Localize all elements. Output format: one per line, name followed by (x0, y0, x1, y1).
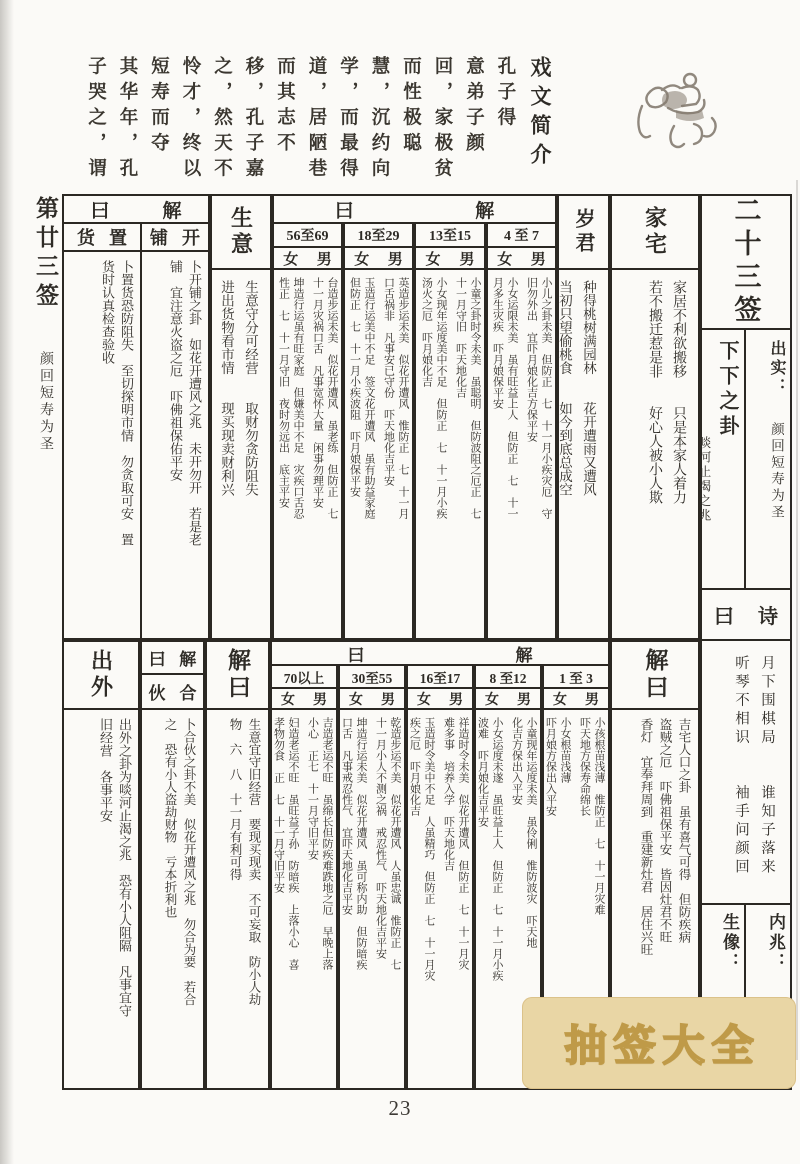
gender-row: 女 男 (343, 246, 414, 270)
page-number: 23 (388, 1096, 412, 1120)
header-jieyue-top-left (62, 194, 210, 224)
intro-column: 怜才，终以 (180, 56, 200, 184)
watermark-badge (522, 997, 796, 1089)
header-jiazhai: 家宅 (610, 194, 700, 270)
header-zhihuo: 货置 (62, 222, 142, 252)
intro-column: 而其志不 (274, 56, 295, 158)
age-cell-4-7: 小儿之卦未美 但防正 七 十一月小疾灾厄 守 旧勿外出 宜吓月娘化吉方保平安 小女运限未美 虽有旺益上人 但防正 七 十一 月多生灾疾 吓月娘保平安 (486, 268, 557, 640)
gender-row: 女 男 (486, 246, 557, 270)
neizhao-cell: 内兆： (744, 903, 792, 1090)
ink-sketch-icon (628, 64, 748, 156)
watermark-text: 抽签大全 (564, 1022, 761, 1069)
header-kaipu: 铺开 (140, 222, 210, 252)
gender-row: 女 男 (474, 687, 542, 710)
age-cell-30-55: 乾造步运不美 似花开遭风 人虽忠诚 惟防正 七 十一月小人不测之祸 戒忍性气 吓天地化吉平安 坤造行运未美 似花开遭风 虽可称内助 但防暗疾 口舌 凡事戒忍性气 宜吓天地化吉平安 (338, 708, 406, 1090)
zhihuo-content: 卜置货恐防阻失 至切探明市情 勿贪取可安 置 货时认真检查验收 (62, 250, 142, 640)
header-shiyue: 曰 诗 (700, 588, 792, 641)
sign-title-cell: 二十三签 (700, 194, 792, 330)
age-range: 18至29 (343, 222, 414, 248)
age-range: 70以上 (270, 664, 338, 689)
gender-row: 女 男 (406, 687, 474, 710)
age-range: 16至17 (406, 664, 474, 689)
intro-column: 其华年，孔 (117, 56, 137, 184)
age-cell-16-17: 祥造时令未美 似花开遭风 但防正 七 十一月灾 难多事 培养入学 吓天地化吉 玉造时令美中不足 人虽精巧 但防正 七 十一月灾 疾之厄 吓月娘化吉 (406, 708, 474, 1090)
intro-column: 回，家极贫 (432, 56, 452, 184)
header-chuwai: 出外 (62, 640, 140, 710)
age-range: 4 至 7 (486, 222, 557, 248)
suijun-content: 种得桃树满园林 花开遭雨又遭风 当初只望偷桃食 如今到底总成空 (557, 268, 610, 640)
sign-number: 第廿三签 (33, 196, 58, 312)
age-range: 1 至 3 (542, 664, 610, 689)
age-range: 13至15 (414, 222, 486, 248)
age-cell-8-12: 小童现年运度未美 虽伶俐 惟防波灾 吓天地 化吉方保出入平安 小女运度未遂 虽旺益上人 但防正 七 十一月小疾 波难 吓月娘化吉平安 (474, 708, 542, 1090)
poem-cell: 月下围棋局 谁知子落来 听琴不相识 袖手问颜回 (700, 639, 792, 905)
header-jieyue-right: 解曰 (610, 640, 700, 710)
intro-column: 子哭之，谓 (85, 56, 106, 184)
gua-cell (697, 328, 746, 590)
gender-row: 女 男 (270, 687, 338, 710)
gender-row: 女 男 (542, 687, 610, 710)
verdict-text: 颜回短寿为圣 (769, 422, 784, 521)
gua-grade: 下下之卦 (716, 340, 738, 440)
age-cell-1-3: 小孩根苗浅薄 惟防正 七 十一月灾难 吓天地方保寿命绵长 小女根苗浅薄 吓月娘方保出入平安 (542, 708, 610, 1090)
header-shengyi: 生意 (210, 194, 272, 270)
sign-number-margin (20, 196, 62, 656)
age-range: 56至69 (272, 222, 343, 248)
age-range: 8 至12 (474, 664, 542, 689)
opera-scene-illustration (628, 64, 748, 156)
shengyi-content: 生意守分可经营 取财勿贪防阻失 进出货物看市情 现买现卖财利兴 (210, 268, 272, 640)
intro-column: 学，而最得 (337, 56, 358, 184)
jiazhai-content: 家居不利欲搬移 只是本家人着力 若不搬迁惹是非 好心人被小人欺 (610, 268, 700, 640)
chuwai-content: 出外之卦为啖河止渴之兆 恐有小人阻隔 凡事宜守 旧经营 各事平安 (62, 708, 140, 1090)
intro-column: 移，孔子嘉 (243, 56, 263, 184)
intro-column: 意弟子颜 (463, 56, 484, 158)
intro-column: 慧，沉约向 (369, 56, 389, 184)
shengxiang-cell: 生像： (700, 903, 746, 1090)
gender-row: 女 男 (272, 246, 343, 270)
yue-char: 曰 (90, 200, 110, 222)
header-hehuo: 伙合 (140, 673, 205, 710)
verdict-label: 出实： (768, 340, 785, 397)
jie-char: 解 (162, 200, 182, 222)
gua-omen: 啖河止渴之兆 (697, 436, 711, 523)
verdict-cell (744, 328, 792, 590)
header-suijun: 岁君 (557, 194, 610, 270)
header-jieyue-top-span: 曰 解 (272, 194, 557, 224)
jieyue-right-content: 吉宅人口之卦 虽有喜气可得 但防疾病 盗贼之厄 吓佛祖保平安 皆因灶君不旺 香灯 宜奉拜周到 重建新灶君 居住兴旺 (610, 708, 700, 1090)
header-jieyue-big: 解曰 (205, 640, 270, 710)
age-range: 30至55 (338, 664, 406, 689)
age-cell-18-29: 英造步运未美 似花开遭风 惟防正 七 十一月 口舌祸非 凡事安已守份 吓天地化吉平安 玉造行运美中不足 签文花开遭风 虽有助益家庭 但防正 七 十一月小疾波阻 吓月娘保平安 (343, 268, 414, 640)
gender-row: 女 男 (414, 246, 486, 270)
intro-column: 孔子得 (495, 56, 515, 133)
sign-subject: 颜回短寿为圣 (38, 351, 53, 453)
hehuo-content: 卜合伙之卦不美 似花开遭风之兆 勿合为要 若合 之 恐有小人盗劫财物 亏本折利也 (140, 708, 205, 1090)
intro-column: 而性极聪 (400, 56, 421, 158)
intro-column: 道，居陋巷 (306, 56, 326, 184)
age-cell-13-15: 小童之卦时令未美 虽聪明 但防波阻之厄正 七 十一月守旧 吓天地化吉 小女现年运度美中不足 但防正 七 十一月小疾 汤火之厄 吓月娘化吉 (414, 268, 486, 640)
header-jieyue-bottom-span: 曰 解 (270, 640, 610, 666)
intro-column: 之，然天不 (211, 56, 232, 184)
intro-column: 短寿而夺 (148, 56, 169, 158)
age-cell-56-69: 台造步运未美 似花开遭风 虽老练 但防正 七 十一月灾祸口舌 凡事宽怀大量 闲事勿理平安 坤造行运虽有旺家庭 但嫌美中不足 灾疾口舌忍 性正 七 十一月守旧 夜时勿远出 底主平安 (272, 268, 343, 640)
opera-intro-block (62, 56, 562, 196)
gender-row: 女 男 (338, 687, 406, 710)
kaipu-content: 卜开铺之卦 如花开遭风之兆 未开勿开 若是老 铺 宜注意火盗之厄 吓佛祖保佑平安 (140, 250, 210, 640)
opera-intro-title: 戏文简介 (528, 56, 552, 172)
header-jieyue-hehuo: 曰 解 (140, 640, 205, 675)
jieyue-left-content: 生意宜守旧经营 要现买现卖 不可妄取 防小人劫 物 六 八 十一月有利可得 (205, 708, 270, 1090)
age-cell-70plus: 吉造老运不旺 虽绵长但防疾难跌地之厄 早晚上落 小心 正七 十一月守旧平安 妇造老运不旺 虽旺益子孙 防暗疾 上落小心 喜 孝物勿食 正 七 十一月守旧平安 (270, 708, 338, 1090)
